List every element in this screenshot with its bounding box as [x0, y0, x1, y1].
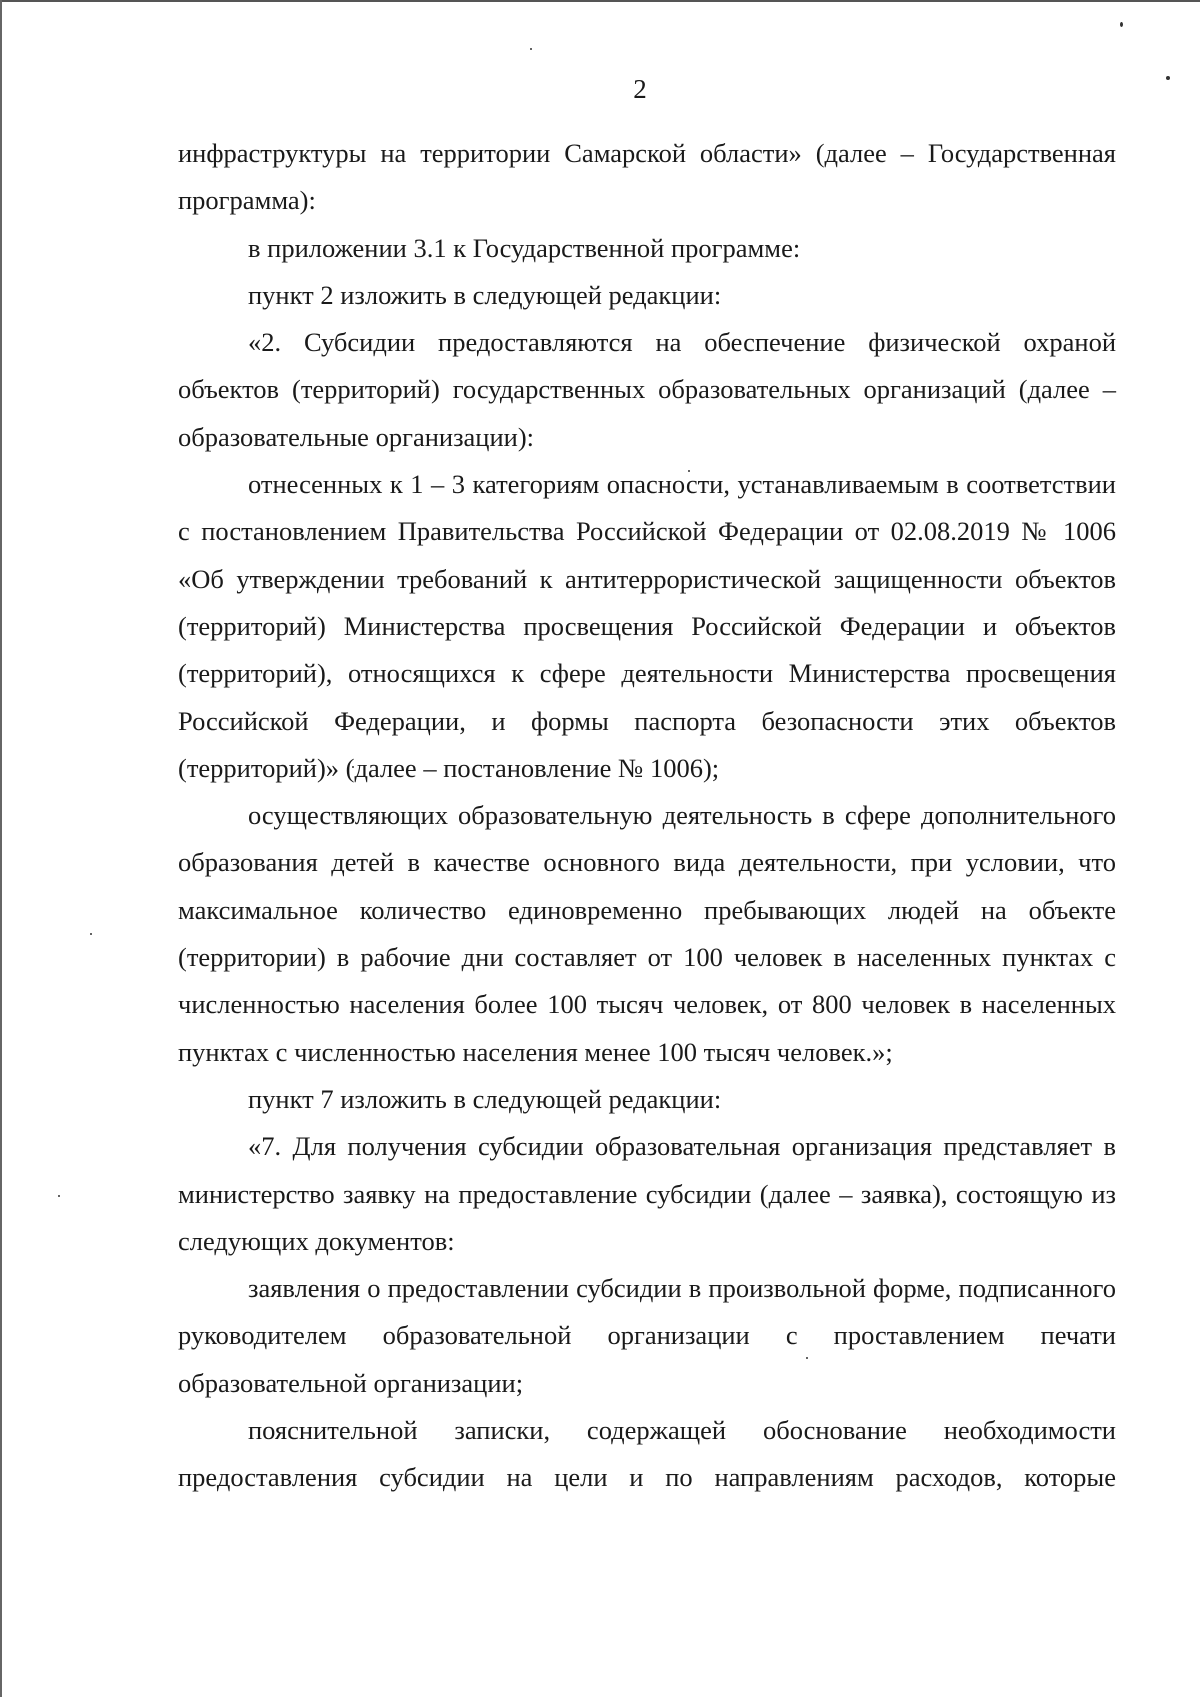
paragraph: отнесенных к 1 – 3 категориям опасности, устанавливаемым в соответствии с постановлением Правительства Российской Федерации от 02.08.2019 № 1006 «Об утверждении требований к антитеррористической защищенности объектов (территорий) Министерства просвещения Российской Федерации и объектов (территорий), относящихся к сфере деятельности Министерства просвещения Российской Федерации, и формы паспорта безопасности этих объектов (территорий)» (далее – постановление № 1006); [178, 469, 1116, 783]
document-body [178, 130, 1116, 1502]
paragraph: заявления о предоставлении субсидии в произвольной форме, подписанного руководителем образовательной организации с проставлением печати образовательной организации; [178, 1273, 1116, 1398]
scan-speck [58, 1195, 60, 1197]
paragraph: «2. Субсидии предоставляются на обеспечение физической охраной объектов (территорий) государственных образовательных организаций (далее – образовательные организации): [178, 327, 1116, 452]
paragraph: в приложении 3.1 к Государственной программе: [248, 232, 801, 263]
scan-speck [1120, 22, 1123, 27]
paragraph: пункт 7 изложить в следующей редакции: [248, 1083, 722, 1114]
scan-speck [530, 48, 532, 50]
paragraph: инфраструктуры на территории Самарской области» (далее – Государственная программа): [178, 138, 1116, 216]
paragraph: осуществляющих образовательную деятельность в сфере дополнительного образования детей в качестве основного вида деятельности, при условии, что максимальное количество единовременно пребывающих людей на объекте (территории) в рабочие дни составляет от 100 человек в населенных пунктах с численностью населения более 100 тысяч человек, от 800 человек в населенных пунктах с численностью населения менее 100 тысяч человек.»; [178, 800, 1116, 1067]
paragraph: «7. Для получения субсидии образовательная организация представляет в министерство заявку на предоставление субсидии (далее – заявка), состоящую из следующих документов: [178, 1131, 1116, 1256]
scan-border-top [0, 0, 1200, 2]
scan-border-left [0, 0, 2, 1697]
paragraph: пояснительной записки, содержащей обоснование необходимости предоставления субсидии на цели и по направлениям расходов, которые [178, 1415, 1116, 1493]
page-number: 2 [633, 74, 647, 104]
paragraph: пункт 2 изложить в следующей редакции: [248, 279, 722, 310]
scan-speck [90, 933, 92, 935]
